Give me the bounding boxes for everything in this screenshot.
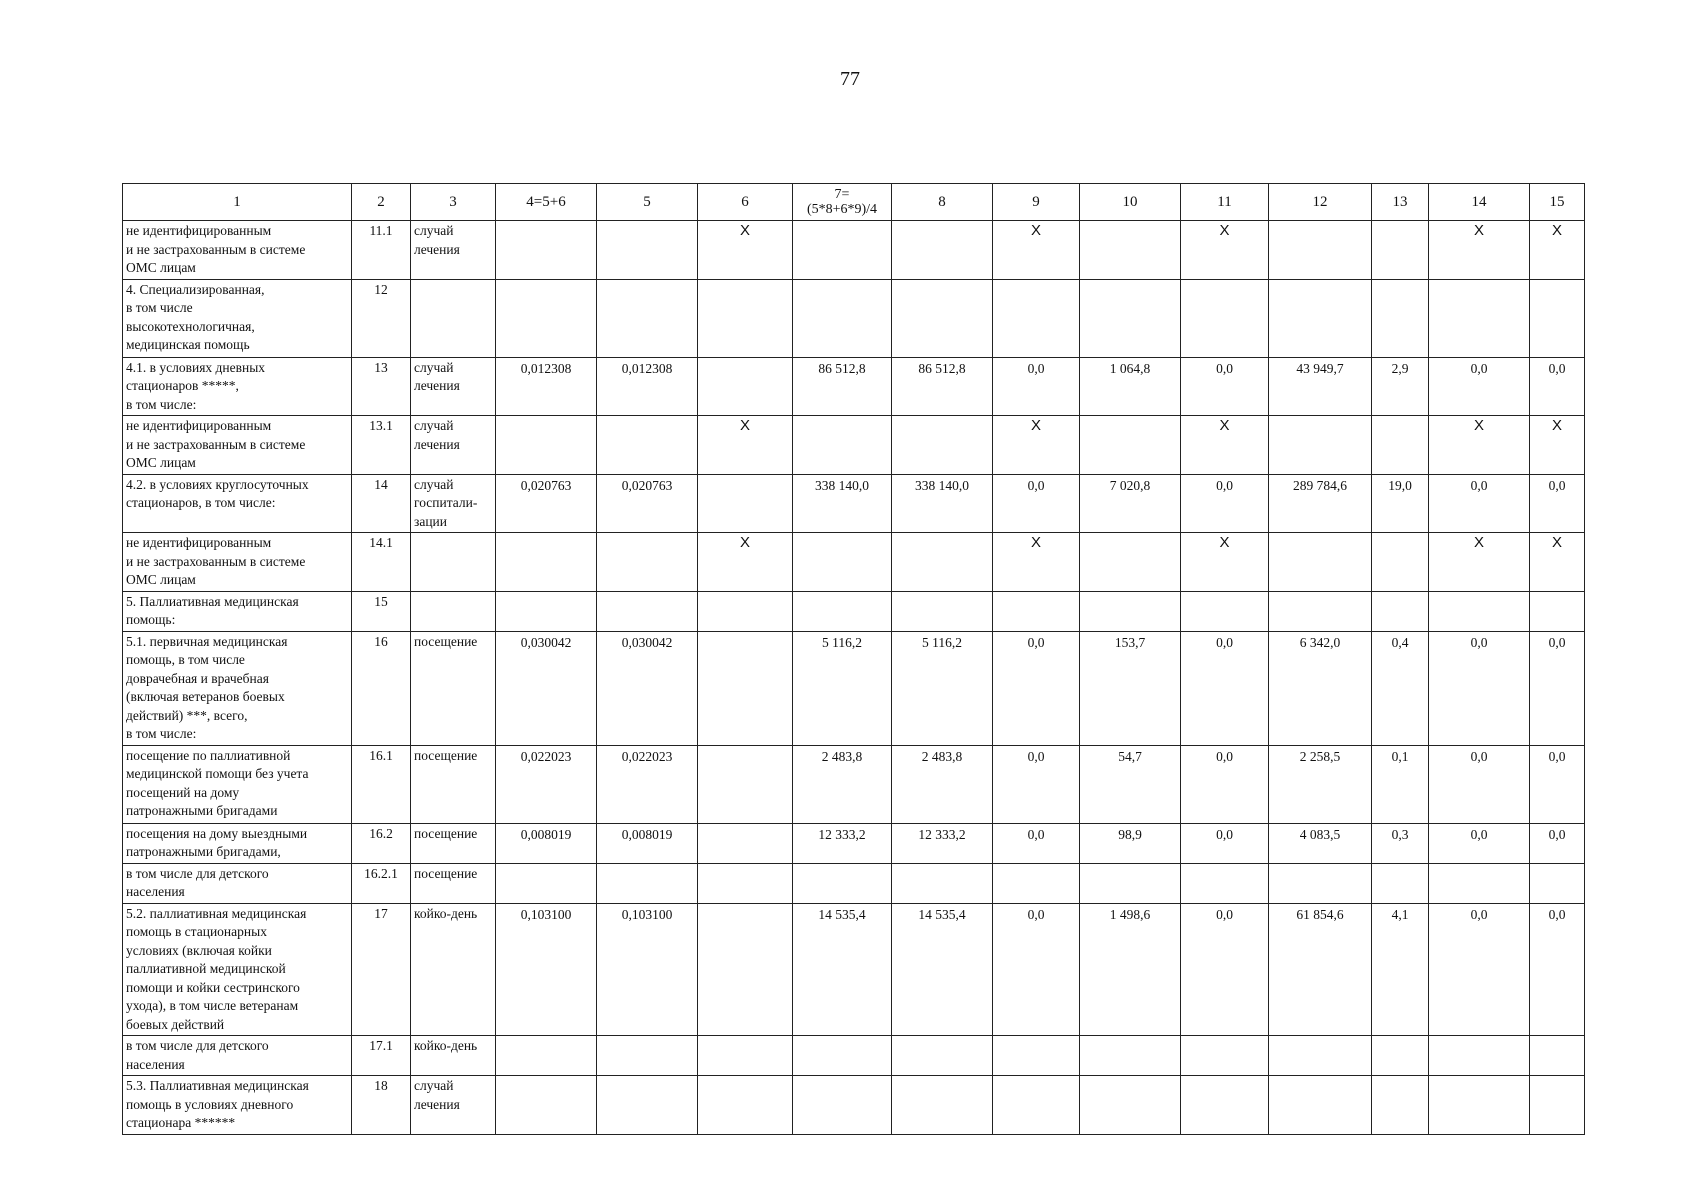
- value-cell: 61 854,6: [1269, 903, 1372, 1036]
- table-row: [123, 903, 1585, 1036]
- value-cell: 0,022023: [496, 745, 597, 823]
- row-label-cell: 5.3. Паллиативная медицинская помощь в условиях дневного стационара ******: [123, 1076, 352, 1135]
- value-cell: [597, 279, 698, 357]
- value-cell: [793, 221, 892, 280]
- value-cell: [1372, 1036, 1429, 1076]
- value-cell: 5 116,2: [892, 631, 993, 745]
- header-cell: 6: [698, 184, 793, 221]
- value-cell: [698, 823, 793, 863]
- value-cell: [1530, 1076, 1585, 1135]
- value-cell: [597, 863, 698, 903]
- header-cell: 2: [352, 184, 411, 221]
- value-cell: 0,0: [1530, 903, 1585, 1036]
- table-row: [123, 533, 1585, 592]
- value-cell: 19,0: [1372, 474, 1429, 533]
- value-cell: [496, 1036, 597, 1076]
- value-cell: 0,0: [993, 631, 1080, 745]
- value-cell: 0,0: [993, 474, 1080, 533]
- value-cell: [892, 221, 993, 280]
- value-cell: 2 483,8: [892, 745, 993, 823]
- value-cell: [496, 533, 597, 592]
- value-cell: 1 498,6: [1080, 903, 1181, 1036]
- row-label-cell: посещения на дому выездными патронажными бригадами,: [123, 823, 352, 863]
- value-cell: [892, 591, 993, 631]
- value-cell: [597, 416, 698, 475]
- row-number-cell: 14.1: [352, 533, 411, 592]
- header-cell: 13: [1372, 184, 1429, 221]
- not-applicable-mark: X: [698, 221, 793, 280]
- row-number-cell: 16: [352, 631, 411, 745]
- value-cell: 14 535,4: [892, 903, 993, 1036]
- unit-cell: [411, 279, 496, 357]
- table-row: [123, 823, 1585, 863]
- row-label-cell: не идентифицированным и не застрахованным в системе ОМС лицам: [123, 533, 352, 592]
- table-row: [123, 1076, 1585, 1135]
- row-label-cell: 5.2. паллиативная медицинская помощь в стационарных условиях (включая койки паллиативной медицинской помощи и койки сестринского ухода), в том числе ветеранам боевых действий: [123, 903, 352, 1036]
- value-cell: 0,0: [1429, 823, 1530, 863]
- not-applicable-mark: X: [1530, 221, 1585, 280]
- row-number-cell: 13: [352, 357, 411, 416]
- value-cell: 86 512,8: [793, 357, 892, 416]
- value-cell: 4 083,5: [1269, 823, 1372, 863]
- value-cell: [1269, 863, 1372, 903]
- value-cell: [993, 1076, 1080, 1135]
- table-row: [123, 631, 1585, 745]
- value-cell: 6 342,0: [1269, 631, 1372, 745]
- row-label-cell: посещение по паллиативной медицинской помощи без учета посещений на дому патронажными бригадами: [123, 745, 352, 823]
- unit-cell: случай лечения: [411, 357, 496, 416]
- value-cell: [496, 221, 597, 280]
- value-cell: 0,0: [993, 823, 1080, 863]
- value-cell: [793, 533, 892, 592]
- table-row: [123, 863, 1585, 903]
- row-number-cell: 15: [352, 591, 411, 631]
- value-cell: [698, 631, 793, 745]
- value-cell: 0,0: [1429, 631, 1530, 745]
- header-cell: 15: [1530, 184, 1585, 221]
- data-table: [122, 183, 1585, 1135]
- table-row: [123, 1036, 1585, 1076]
- value-cell: [793, 591, 892, 631]
- value-cell: [1530, 1036, 1585, 1076]
- value-cell: 0,030042: [597, 631, 698, 745]
- value-cell: [496, 863, 597, 903]
- unit-cell: посещение: [411, 863, 496, 903]
- value-cell: [793, 1076, 892, 1135]
- value-cell: 0,1: [1372, 745, 1429, 823]
- value-cell: [1372, 416, 1429, 475]
- unit-cell: случай лечения: [411, 416, 496, 475]
- value-cell: [496, 1076, 597, 1135]
- value-cell: [1372, 221, 1429, 280]
- value-cell: 0,012308: [597, 357, 698, 416]
- header-cell: 4=5+6: [496, 184, 597, 221]
- value-cell: [1429, 591, 1530, 631]
- unit-cell: посещение: [411, 631, 496, 745]
- value-cell: 0,0: [1181, 357, 1269, 416]
- unit-cell: посещение: [411, 745, 496, 823]
- value-cell: 0,030042: [496, 631, 597, 745]
- value-cell: [892, 1076, 993, 1135]
- value-cell: 1 064,8: [1080, 357, 1181, 416]
- row-number-cell: 13.1: [352, 416, 411, 475]
- value-cell: [1181, 1076, 1269, 1135]
- value-cell: [993, 1036, 1080, 1076]
- row-number-cell: 17: [352, 903, 411, 1036]
- row-number-cell: 16.2: [352, 823, 411, 863]
- header-cell: 9: [993, 184, 1080, 221]
- value-cell: [1269, 591, 1372, 631]
- table-row: [123, 416, 1585, 475]
- value-cell: 12 333,2: [892, 823, 993, 863]
- value-cell: [496, 416, 597, 475]
- value-cell: [597, 1036, 698, 1076]
- not-applicable-mark: X: [993, 416, 1080, 475]
- table-row: [123, 474, 1585, 533]
- row-label-cell: 5.1. первичная медицинская помощь, в том числе доврачебная и врачебная (включая ветеранов боевых действий) ***, всего, в том числе:: [123, 631, 352, 745]
- value-cell: 0,020763: [496, 474, 597, 533]
- value-cell: 0,0: [1530, 474, 1585, 533]
- value-cell: [698, 863, 793, 903]
- value-cell: [698, 474, 793, 533]
- value-cell: 2,9: [1372, 357, 1429, 416]
- header-cell: 1: [123, 184, 352, 221]
- row-number-cell: 18: [352, 1076, 411, 1135]
- value-cell: [1269, 279, 1372, 357]
- row-number-cell: 16.2.1: [352, 863, 411, 903]
- value-cell: [793, 279, 892, 357]
- value-cell: 0,0: [1181, 823, 1269, 863]
- table-row: [123, 745, 1585, 823]
- unit-cell: случай госпитали- зации: [411, 474, 496, 533]
- value-cell: [1269, 416, 1372, 475]
- value-cell: [993, 863, 1080, 903]
- value-cell: [1530, 591, 1585, 631]
- unit-cell: случай лечения: [411, 221, 496, 280]
- header-cell: 11: [1181, 184, 1269, 221]
- value-cell: [892, 1036, 993, 1076]
- value-cell: [1080, 1036, 1181, 1076]
- not-applicable-mark: X: [698, 416, 793, 475]
- value-cell: 289 784,6: [1269, 474, 1372, 533]
- value-cell: [698, 279, 793, 357]
- value-cell: [698, 903, 793, 1036]
- value-cell: [793, 416, 892, 475]
- value-cell: 0,103100: [597, 903, 698, 1036]
- row-label-cell: в том числе для детского населения: [123, 1036, 352, 1076]
- row-label-cell: в том числе для детского населения: [123, 863, 352, 903]
- not-applicable-mark: X: [1429, 416, 1530, 475]
- row-label-cell: 4.2. в условиях круглосуточных стационаров, в том числе:: [123, 474, 352, 533]
- header-cell: 10: [1080, 184, 1181, 221]
- value-cell: [1269, 533, 1372, 592]
- value-cell: [597, 591, 698, 631]
- value-cell: 14 535,4: [793, 903, 892, 1036]
- value-cell: [1080, 279, 1181, 357]
- unit-cell: [411, 533, 496, 592]
- table-row: [123, 357, 1585, 416]
- not-applicable-mark: X: [1181, 416, 1269, 475]
- header-cell: 3: [411, 184, 496, 221]
- value-cell: [1372, 533, 1429, 592]
- row-number-cell: 17.1: [352, 1036, 411, 1076]
- table-row: [123, 221, 1585, 280]
- value-cell: [698, 591, 793, 631]
- value-cell: [1181, 591, 1269, 631]
- value-cell: 0,0: [1429, 903, 1530, 1036]
- value-cell: [496, 279, 597, 357]
- value-cell: 0,0: [1181, 474, 1269, 533]
- value-cell: [892, 863, 993, 903]
- value-cell: 5 116,2: [793, 631, 892, 745]
- value-cell: 153,7: [1080, 631, 1181, 745]
- value-cell: [1080, 533, 1181, 592]
- table-row: [123, 279, 1585, 357]
- value-cell: [1080, 863, 1181, 903]
- value-cell: [993, 279, 1080, 357]
- row-number-cell: 12: [352, 279, 411, 357]
- value-cell: [1530, 863, 1585, 903]
- not-applicable-mark: X: [993, 533, 1080, 592]
- value-cell: [793, 863, 892, 903]
- value-cell: [1372, 591, 1429, 631]
- value-cell: 12 333,2: [793, 823, 892, 863]
- value-cell: 0,012308: [496, 357, 597, 416]
- value-cell: 0,0: [1530, 357, 1585, 416]
- value-cell: [892, 416, 993, 475]
- value-cell: [1181, 1036, 1269, 1076]
- value-cell: 7 020,8: [1080, 474, 1181, 533]
- not-applicable-mark: X: [1429, 533, 1530, 592]
- header-cell: 5: [597, 184, 698, 221]
- value-cell: [892, 533, 993, 592]
- header-row: [123, 184, 1585, 221]
- value-cell: [1269, 1076, 1372, 1135]
- value-cell: 0,0: [1530, 745, 1585, 823]
- value-cell: 0,0: [1429, 357, 1530, 416]
- value-cell: 0,0: [1429, 745, 1530, 823]
- value-cell: 0,0: [993, 903, 1080, 1036]
- value-cell: [1530, 279, 1585, 357]
- not-applicable-mark: X: [1530, 416, 1585, 475]
- value-cell: [1269, 221, 1372, 280]
- page-number: 77: [840, 68, 860, 90]
- row-label-cell: не идентифицированным и не застрахованным в системе ОМС лицам: [123, 221, 352, 280]
- value-cell: [698, 357, 793, 416]
- row-label-cell: не идентифицированным и не застрахованным в системе ОМС лицам: [123, 416, 352, 475]
- not-applicable-mark: X: [698, 533, 793, 592]
- value-cell: [1080, 591, 1181, 631]
- value-cell: [1429, 1076, 1530, 1135]
- value-cell: [1429, 1036, 1530, 1076]
- value-cell: 4,1: [1372, 903, 1429, 1036]
- value-cell: 86 512,8: [892, 357, 993, 416]
- value-cell: [993, 591, 1080, 631]
- value-cell: 2 258,5: [1269, 745, 1372, 823]
- row-number-cell: 11.1: [352, 221, 411, 280]
- value-cell: 0,0: [1181, 631, 1269, 745]
- value-cell: [698, 1076, 793, 1135]
- row-label-cell: 5. Паллиативная медицинская помощь:: [123, 591, 352, 631]
- value-cell: 338 140,0: [892, 474, 993, 533]
- value-cell: 0,0: [1181, 745, 1269, 823]
- row-label-cell: 4.1. в условиях дневных стационаров *****, в том числе:: [123, 357, 352, 416]
- not-applicable-mark: X: [1530, 533, 1585, 592]
- value-cell: 54,7: [1080, 745, 1181, 823]
- not-applicable-mark: X: [1181, 533, 1269, 592]
- value-cell: 0,4: [1372, 631, 1429, 745]
- unit-cell: [411, 591, 496, 631]
- value-cell: 0,3: [1372, 823, 1429, 863]
- header-cell: 7= (5*8+6*9)/4: [793, 184, 892, 221]
- value-cell: [1269, 1036, 1372, 1076]
- table-row: [123, 591, 1585, 631]
- value-cell: 0,0: [1530, 631, 1585, 745]
- value-cell: [698, 1036, 793, 1076]
- row-label-cell: 4. Специализированная, в том числе высокотехнологичная, медицинская помощь: [123, 279, 352, 357]
- unit-cell: посещение: [411, 823, 496, 863]
- value-cell: [1372, 863, 1429, 903]
- value-cell: 0,008019: [597, 823, 698, 863]
- value-cell: 0,103100: [496, 903, 597, 1036]
- value-cell: [1181, 863, 1269, 903]
- value-cell: 43 949,7: [1269, 357, 1372, 416]
- unit-cell: койко-день: [411, 903, 496, 1036]
- value-cell: [496, 591, 597, 631]
- value-cell: [1080, 221, 1181, 280]
- value-cell: [1429, 863, 1530, 903]
- value-cell: 98,9: [1080, 823, 1181, 863]
- not-applicable-mark: X: [1429, 221, 1530, 280]
- value-cell: 338 140,0: [793, 474, 892, 533]
- value-cell: 0,0: [993, 357, 1080, 416]
- value-cell: 0,0: [1429, 474, 1530, 533]
- value-cell: [698, 745, 793, 823]
- value-cell: [892, 279, 993, 357]
- header-cell: 8: [892, 184, 993, 221]
- unit-cell: случай лечения: [411, 1076, 496, 1135]
- value-cell: 0,022023: [597, 745, 698, 823]
- value-cell: 0,0: [1530, 823, 1585, 863]
- value-cell: [597, 1076, 698, 1135]
- unit-cell: койко-день: [411, 1036, 496, 1076]
- header-cell: 12: [1269, 184, 1372, 221]
- value-cell: [793, 1036, 892, 1076]
- not-applicable-mark: X: [993, 221, 1080, 280]
- value-cell: 0,020763: [597, 474, 698, 533]
- header-cell: 14: [1429, 184, 1530, 221]
- row-number-cell: 16.1: [352, 745, 411, 823]
- value-cell: [1429, 279, 1530, 357]
- value-cell: [1181, 279, 1269, 357]
- value-cell: [1372, 1076, 1429, 1135]
- value-cell: [597, 533, 698, 592]
- value-cell: [1080, 1076, 1181, 1135]
- value-cell: 0,0: [1181, 903, 1269, 1036]
- value-cell: 2 483,8: [793, 745, 892, 823]
- value-cell: 0,008019: [496, 823, 597, 863]
- value-cell: [597, 221, 698, 280]
- value-cell: [1080, 416, 1181, 475]
- value-cell: [1372, 279, 1429, 357]
- not-applicable-mark: X: [1181, 221, 1269, 280]
- value-cell: 0,0: [993, 745, 1080, 823]
- row-number-cell: 14: [352, 474, 411, 533]
